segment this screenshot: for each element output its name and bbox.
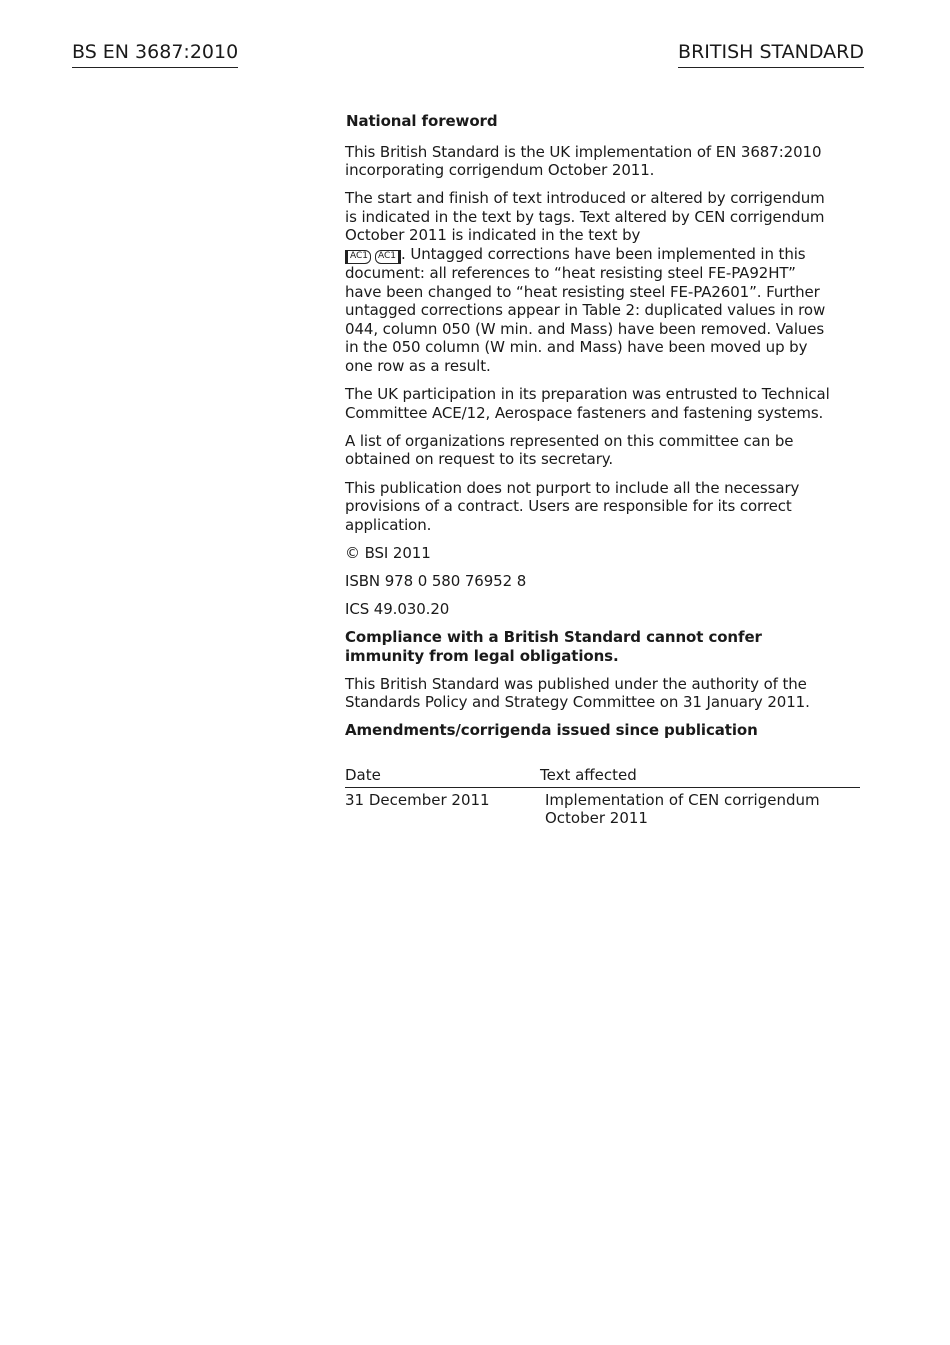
amendments-table-header [345,766,860,788]
ics: ICS 49.030.20 [345,599,450,618]
foreword-paragraph-organizations: A list of organizations represented on this committee can be obtained on request to its secretary. [345,431,794,469]
column-header-date: Date [345,766,381,784]
table-row [345,788,860,828]
ac1-close-tag-icon: AC1 [375,250,401,264]
ac1-open-tag-icon: AC1 [345,250,371,264]
amendment-text: Implementation of CEN corrigendum October 2011 [545,790,820,828]
foreword-paragraph-implementation: This British Standard is the UK implementation of EN 3687:2010 incorporating corrigendum October 2011. [345,142,822,180]
foreword-heading: National foreword [346,112,498,130]
amendments-heading: Amendments/corrigenda issued since publication [345,721,758,740]
corrigendum-text-start: The start and finish of text introduced or altered by corrigendum is indicated in the text by tags. Text altered by CEN corrigendum October 2011 is indicated in the text by [345,189,825,245]
isbn: ISBN 978 0 580 76952 8 [345,571,527,590]
amendments-table [345,766,860,828]
foreword-paragraph-contract: This publication does not purport to include all the necessary provisions of a contract. Users are responsible for its correct application. [345,478,800,534]
amendment-date: 31 December 2011 [345,790,490,809]
header-standard-type: BRITISH STANDARD [678,40,864,68]
copyright: © BSI 2011 [345,543,431,562]
compliance-notice: Compliance with a British Standard cannot confer immunity from legal obligations. [345,628,762,665]
national-foreword [345,112,835,750]
column-header-text-affected: Text affected [540,766,637,784]
corrigendum-text-end: . Untagged corrections have been implemented in this document: all references to “heat resisting steel FE-PA92HT” have been changed to “heat resisting steel FE-PA2601”. Further untagged corrections appear in Table 2: duplicated values in row 044, column 050 (W min. and Mass) have been removed. Values in the 050 column (W min. and Mass) have been moved up by one row as a result. [345,245,826,376]
foreword-paragraph-corrigendum [345,189,835,375]
foreword-paragraph-committee: The UK participation in its preparation was entrusted to Technical Committee ACE/12, Aerospace fasteners and fastening systems. [345,385,830,422]
header-doc-number: BS EN 3687:2010 [72,40,238,68]
authority-statement: This British Standard was published under the authority of the Standards Policy and Strategy Committee on 31 January 2011. [345,674,810,712]
